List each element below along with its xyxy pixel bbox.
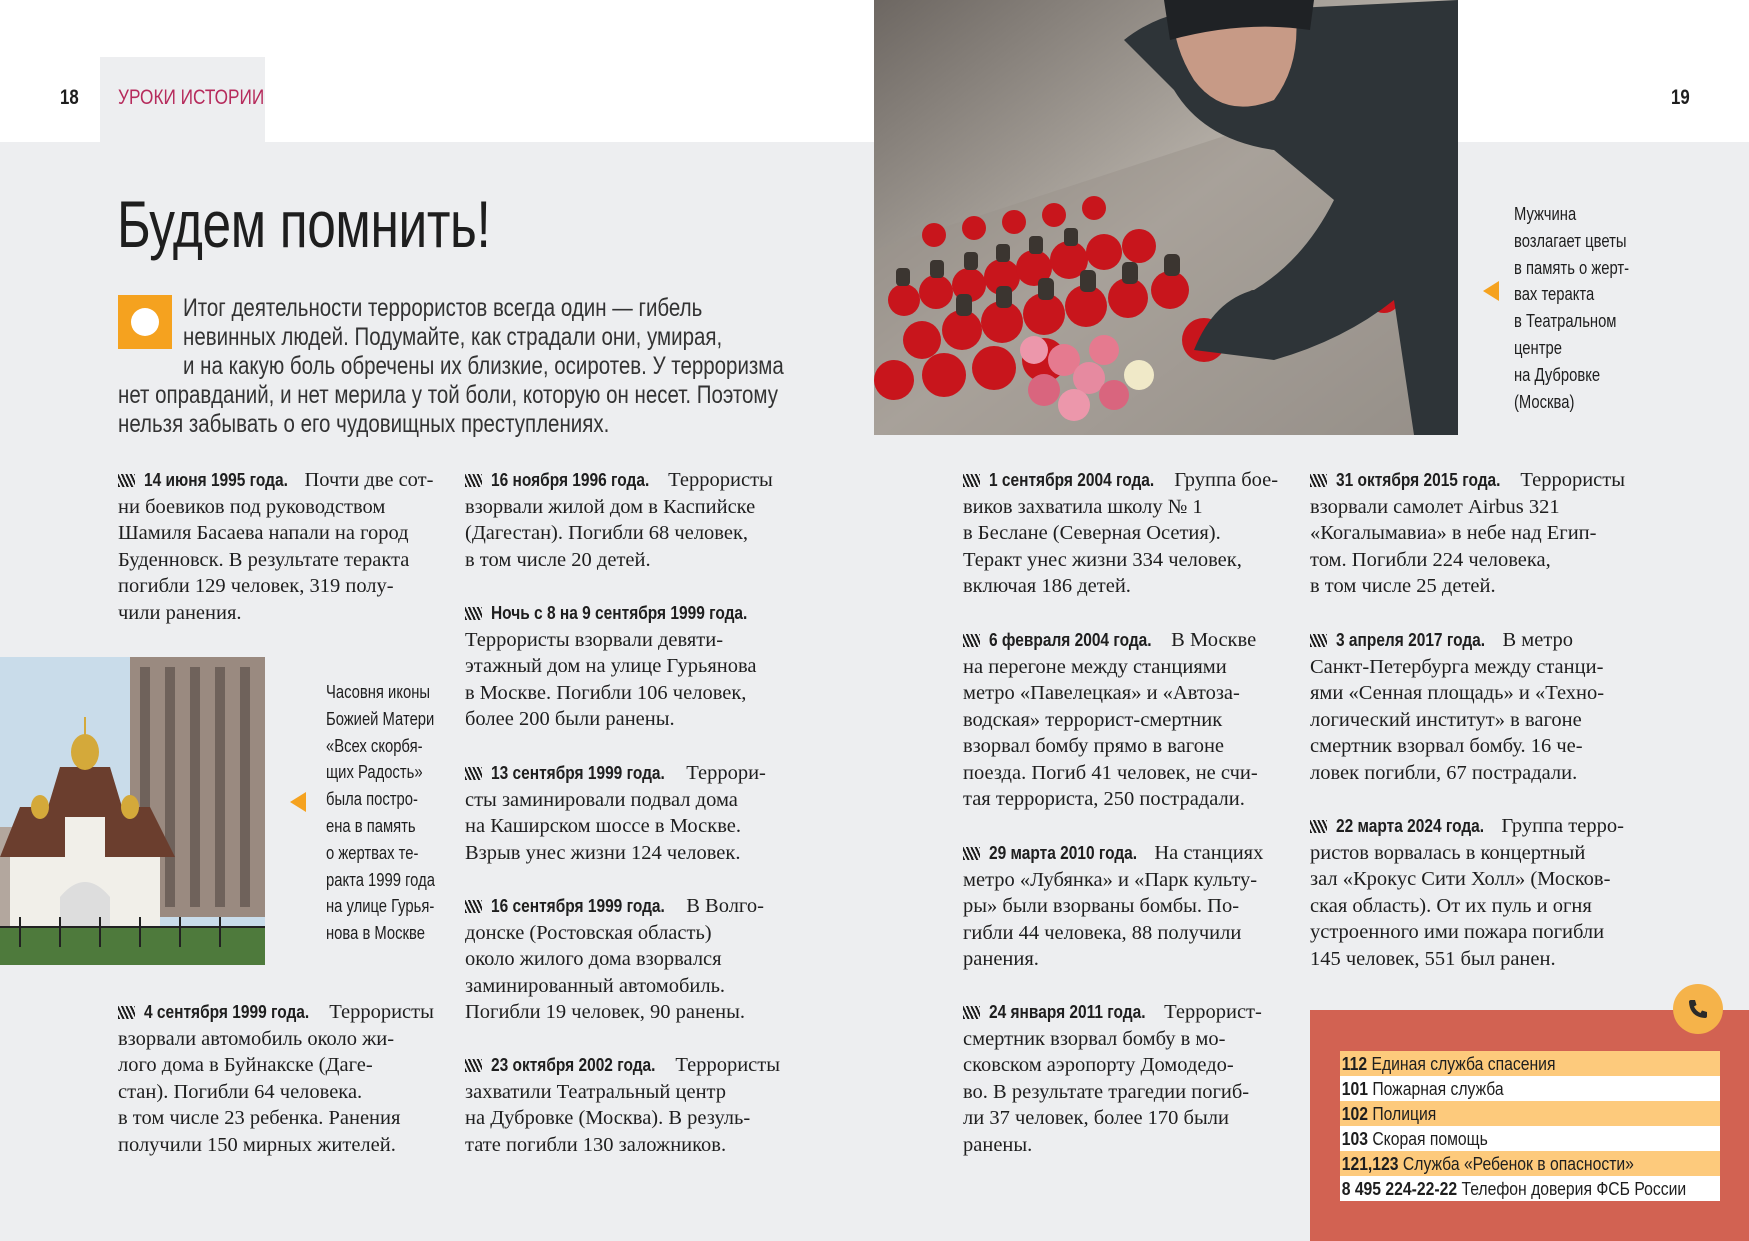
entry-text: Террористы xyxy=(670,1054,781,1076)
entry-line: во. В результате трагедии погиб- xyxy=(963,1080,1250,1103)
entry-line: более 200 были ранены. xyxy=(465,708,675,730)
entry-line xyxy=(963,840,1263,867)
lead-line: нет оправданий, и нет мерила у той боли, которую он несет. Поэтому xyxy=(118,381,778,409)
caption-line: в память о жерт- xyxy=(1514,256,1630,278)
entry-line: ни боевиков под руководством xyxy=(118,495,386,518)
entry-line xyxy=(465,1052,780,1079)
timeline-entry xyxy=(465,760,766,866)
entry-line: около жилого дома взорвался xyxy=(465,948,722,970)
entry-line xyxy=(963,467,1278,494)
entry-line: взорвали жилой дом в Каспийске xyxy=(465,495,756,518)
timeline-entry xyxy=(465,600,777,733)
timeline-entry xyxy=(963,467,1278,600)
entry-line: метро «Лубянка» и «Парк культу- xyxy=(963,868,1258,891)
timeline-entry xyxy=(465,1052,780,1158)
contact-number: 101 xyxy=(1341,1078,1368,1099)
contact-text xyxy=(1340,1076,1504,1101)
memorial-caption xyxy=(1514,201,1629,415)
entry-text: В метро xyxy=(1497,629,1574,651)
entry-line: чили ранения. xyxy=(118,601,242,624)
timeline-entry xyxy=(963,840,1263,973)
caption-line: Часовня иконы xyxy=(326,681,431,702)
entry-line: устроенного ими пожара погибли xyxy=(1310,921,1605,943)
entry-date: 23 октября 2002 года. xyxy=(491,1055,656,1075)
entry-line xyxy=(465,600,777,627)
caption-line: Мужчина xyxy=(1514,203,1577,224)
contact-row xyxy=(1340,1151,1720,1176)
entry-line: логический институт» в вагоне xyxy=(1310,708,1582,731)
section-label: УРОКИ ИСТОРИИ xyxy=(118,86,265,109)
hatch-icon xyxy=(465,900,482,913)
phone-icon xyxy=(1673,984,1723,1034)
entry-line: в Беслане (Северная Осетия). xyxy=(963,522,1221,544)
entry-line: поезда. Погиб 41 человек, не счи- xyxy=(963,761,1258,784)
entry-line: тате погибли 130 заложников. xyxy=(465,1133,727,1156)
entry-date: 22 марта 2024 года. xyxy=(1336,816,1485,836)
caption-line: на улице Гурья- xyxy=(326,895,435,917)
entry-line: ловек погибли, 67 пострадали. xyxy=(1310,761,1578,784)
entry-line: на перегоне между станциями xyxy=(963,655,1227,678)
entry-date: Ночь с 8 на 9 сентября 1999 года. xyxy=(491,603,748,623)
arrow-left-icon xyxy=(1483,281,1499,301)
entry-line: на Каширском шоссе в Москве. xyxy=(465,815,742,837)
entry-line: (Дагестан). Погибли 68 человек, xyxy=(465,522,749,544)
timeline-entry xyxy=(1310,627,1604,786)
contact-row xyxy=(1340,1126,1720,1151)
entry-text: В Волго- xyxy=(681,895,764,917)
hatch-icon xyxy=(1310,474,1327,487)
contact-label: Полиция xyxy=(1367,1103,1437,1124)
entry-text: Группа бое- xyxy=(1169,469,1279,491)
caption-line: в Театральном xyxy=(1514,310,1617,332)
contact-row xyxy=(1340,1051,1720,1076)
entry-line: виков захватила школу № 1 xyxy=(963,495,1203,518)
entry-line: ристов ворвалась в концертный xyxy=(1310,841,1586,864)
entry-line: смертник взорвал бомбу в мо- xyxy=(963,1027,1226,1050)
hatch-icon xyxy=(465,607,482,620)
entry-date: 3 апреля 2017 года. xyxy=(1336,630,1486,650)
timeline-entry xyxy=(1310,813,1624,972)
caption-line: ракта 1999 года xyxy=(326,868,435,890)
entry-text: Террористы xyxy=(663,469,773,491)
entry-line: в том числе 23 ребенка. Ранения xyxy=(118,1107,401,1129)
caption-line: на Дубровке xyxy=(1514,363,1601,385)
hatch-icon xyxy=(1310,634,1327,647)
hatch-icon xyxy=(465,1059,482,1072)
caption-line: возлагает цветы xyxy=(1514,229,1627,251)
entry-line: «Когалымавиа» в небе над Егип- xyxy=(1310,522,1597,544)
contact-text xyxy=(1340,1151,1634,1176)
caption-line: нова в Москве xyxy=(326,922,425,944)
memorial-photo xyxy=(874,0,1458,435)
timeline-entry xyxy=(963,627,1258,813)
hatch-icon xyxy=(963,1006,980,1019)
timeline-entry xyxy=(118,467,433,626)
contact-text xyxy=(1340,1101,1436,1126)
entry-line: ранены. xyxy=(963,1133,1033,1156)
entry-line: взорвали самолет Airbus 321 xyxy=(1310,495,1560,518)
entry-date: 31 октября 2015 года. xyxy=(1336,470,1501,490)
section-tab xyxy=(100,57,265,142)
entry-date: 1 сентября 2004 года. xyxy=(989,470,1155,490)
entry-text: Террористы xyxy=(324,1001,434,1023)
entry-line: ская область). От их пуль и огня xyxy=(1310,894,1592,917)
contact-label: Единая служба спасения xyxy=(1367,1053,1556,1074)
entry-line: Шамиля Басаева напали на город xyxy=(118,522,409,544)
caption-line: вах теракта xyxy=(1514,283,1595,305)
entry-line: смертник взорвал бомбу. 16 че- xyxy=(1310,735,1583,757)
timeline-entry xyxy=(1310,467,1625,600)
entry-text: В Москве xyxy=(1166,629,1257,651)
entry-line: ли 37 человек, более 170 были xyxy=(963,1107,1229,1129)
page-number-right: 19 xyxy=(1671,86,1690,109)
entry-line: в том числе 20 детей. xyxy=(465,548,651,571)
entry-line: в том числе 25 детей. xyxy=(1310,575,1496,597)
timeline-entry xyxy=(465,893,764,1026)
entry-line: сковском аэропорту Домодедо- xyxy=(963,1054,1234,1076)
entry-line: гибли 44 человека, 88 получили xyxy=(963,921,1242,944)
caption-line: (Москва) xyxy=(1514,390,1575,412)
page-number-left: 18 xyxy=(60,86,79,109)
caption-line: о жертвах те- xyxy=(326,841,419,863)
entry-line xyxy=(963,627,1258,654)
entry-date: 14 июня 1995 года. xyxy=(144,470,288,490)
entry-line: Теракт унес жизни 334 человек, xyxy=(963,548,1242,571)
hatch-icon xyxy=(963,847,980,860)
entry-line: стан). Погибли 64 человека. xyxy=(118,1080,363,1103)
entry-line: заминированный автомобиль. xyxy=(465,974,726,997)
arrow-left-icon xyxy=(290,792,306,812)
entry-line: этажный дом на улице Гурьянова xyxy=(465,655,757,677)
hatch-icon xyxy=(465,767,482,780)
entry-line xyxy=(118,467,433,494)
entry-line: включая 186 детей. xyxy=(963,575,1131,597)
contact-row xyxy=(1340,1176,1720,1201)
entry-text: Почти две сот- xyxy=(299,469,434,491)
hatch-icon xyxy=(465,474,482,487)
entry-text: Террористы xyxy=(1515,469,1626,491)
caption-line: центре xyxy=(1514,336,1562,358)
page-title: Будем помнить! xyxy=(117,187,491,261)
entry-date: 4 сентября 1999 года. xyxy=(144,1002,310,1022)
contact-number: 8 495 224-22-22 xyxy=(1341,1178,1458,1199)
entry-line: зал «Крокус Сити Холл» (Москов- xyxy=(1310,868,1611,890)
contact-text xyxy=(1340,1126,1488,1151)
entry-text: Группа терро- xyxy=(1496,815,1624,837)
timeline-entry xyxy=(963,999,1262,1158)
entry-line: сты заминировали подвал дома xyxy=(465,788,738,811)
contact-number: 121,123 xyxy=(1341,1153,1399,1174)
caption-line: Божией Матери xyxy=(326,707,435,729)
contact-label: Телефон доверия ФСБ России xyxy=(1457,1178,1687,1199)
contact-number: 102 xyxy=(1341,1103,1368,1124)
caption-line: «Всех скорбя- xyxy=(326,734,423,756)
timeline-entry xyxy=(118,999,434,1158)
hatch-icon xyxy=(118,1006,135,1019)
timeline-entry xyxy=(465,467,773,573)
entry-line: Буденновск. В результате теракта xyxy=(118,548,410,571)
entry-line xyxy=(1310,627,1604,654)
entry-text: Террорист- xyxy=(1159,1001,1262,1023)
entry-line: том. Погибли 224 человека, xyxy=(1310,548,1551,571)
entry-line: Террористы взорвали девяти- xyxy=(465,628,724,651)
contact-text xyxy=(1340,1051,1555,1076)
entry-line: тая террориста, 250 пострадали. xyxy=(963,788,1245,810)
hatch-icon xyxy=(963,634,980,647)
contact-label: Скорая помощь xyxy=(1367,1128,1488,1149)
entry-line: погибли 129 человек, 319 полу- xyxy=(118,575,394,597)
entry-line: взорвали автомобиль около жи- xyxy=(118,1027,395,1050)
entry-line xyxy=(465,760,766,787)
entry-line xyxy=(963,999,1262,1026)
chapel-caption xyxy=(326,679,435,947)
entry-line: на Дубровке (Москва). В резуль- xyxy=(465,1107,751,1129)
contact-number: 112 xyxy=(1341,1053,1368,1074)
caption-line: ена в память xyxy=(326,814,416,836)
hatch-icon xyxy=(963,474,980,487)
contact-number: 103 xyxy=(1341,1128,1368,1149)
contact-label: Служба «Ребенок в опасности» xyxy=(1398,1153,1634,1174)
entry-line: метро «Павелецкая» и «Автоза- xyxy=(963,682,1240,704)
entry-line: донске (Ростовская область) xyxy=(465,921,712,944)
contact-text xyxy=(1340,1176,1686,1201)
entry-text: Террори- xyxy=(681,762,766,784)
chapel-photo xyxy=(0,657,265,965)
entry-line: взорвал бомбу прямо в вагоне xyxy=(963,735,1225,757)
entry-line: Погибли 19 человек, 90 ранены. xyxy=(465,1001,745,1023)
entry-line: Санкт-Петербурга между станци- xyxy=(1310,655,1604,678)
entry-line: 145 человек, 551 был ранен. xyxy=(1310,947,1556,970)
entry-line: Взрыв унес жизни 124 человек. xyxy=(465,841,741,864)
lead-line: и на какую боль обречены их близкие, осиротев. У терроризма xyxy=(183,352,784,380)
caption-line: была постро- xyxy=(326,788,418,810)
contact-row xyxy=(1340,1076,1720,1101)
entry-line: получили 150 мирных жителей. xyxy=(118,1133,396,1156)
entry-line: лого дома в Буйнакске (Даге- xyxy=(118,1054,373,1076)
entry-date: 16 ноября 1996 года. xyxy=(491,470,650,490)
entry-date: 6 февраля 2004 года. xyxy=(989,630,1152,650)
entry-line: ранения. xyxy=(963,948,1039,970)
entry-date: 13 сентября 1999 года. xyxy=(491,763,665,783)
entry-line: ями «Сенная площадь» и «Техно- xyxy=(1310,682,1605,704)
entry-line xyxy=(465,893,764,920)
hatch-icon xyxy=(118,474,135,487)
lead-line: Итог деятельности террористов всегда один — гибель xyxy=(183,294,703,322)
hatch-icon xyxy=(1310,820,1327,833)
entry-line xyxy=(1310,467,1625,494)
lead-bullet-icon xyxy=(118,295,172,349)
entry-line: водская» террорист-смертник xyxy=(963,708,1223,731)
entry-line xyxy=(1310,813,1624,840)
entry-line xyxy=(465,467,773,494)
contact-row xyxy=(1340,1101,1720,1126)
entry-line: в Москве. Погибли 106 человек, xyxy=(465,681,747,704)
entry-line: захватили Театральный центр xyxy=(465,1080,726,1103)
lead-line: невинных людей. Подумайте, как страдали они, умирая, xyxy=(183,323,723,351)
contact-label: Пожарная служба xyxy=(1367,1078,1504,1099)
entry-date: 29 марта 2010 года. xyxy=(989,843,1138,863)
entry-date: 24 января 2011 года. xyxy=(989,1002,1146,1022)
entry-line xyxy=(118,999,434,1026)
caption-line: щих Радость» xyxy=(326,761,423,783)
entry-date: 16 сентября 1999 года. xyxy=(491,896,665,916)
entry-line: ры» были взорваны бомбы. По- xyxy=(963,895,1240,917)
entry-text: На станциях xyxy=(1149,842,1264,864)
lead-line: нельзя забывать о его чудовищных преступлениях. xyxy=(118,410,610,438)
